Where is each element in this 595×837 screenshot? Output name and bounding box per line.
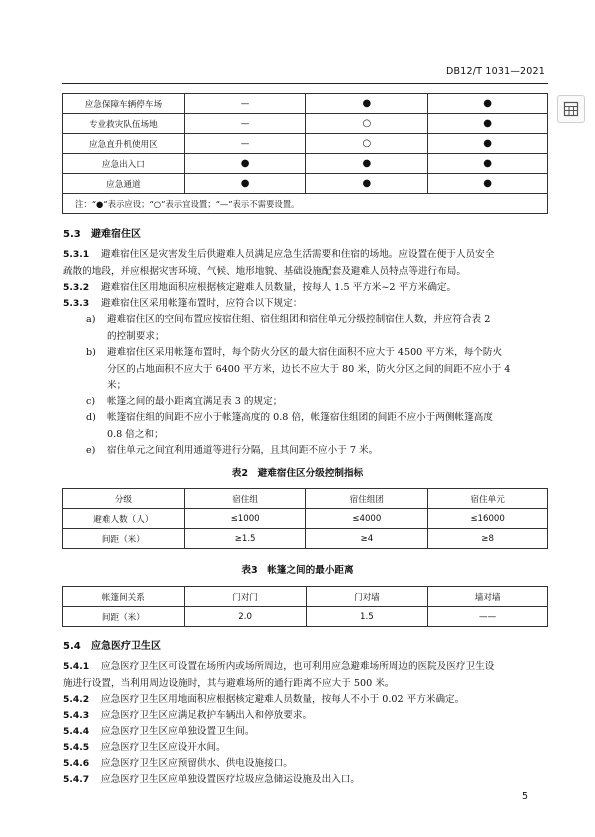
- section-heading-5-3: [63, 225, 141, 240]
- header-rule: [62, 83, 548, 84]
- column-header: 门对门: [184, 587, 306, 607]
- table-2-title: 表2 避难宿住区分级控制指标: [231, 468, 364, 479]
- cell-symbol: —: [184, 114, 306, 134]
- table-row: [63, 94, 548, 114]
- list-item: [86, 345, 548, 395]
- table-cell: ——: [428, 607, 548, 627]
- table-row: [63, 509, 548, 529]
- facility-name: 专业救灾队伍场地: [63, 114, 185, 134]
- table-note: 注：“●”表示应设；“○”表示宜设置；“—”表示不需要设置。: [63, 194, 548, 214]
- clause-5-4-7: [63, 772, 548, 789]
- cell-symbol: ●: [306, 94, 428, 114]
- table-row: [63, 529, 548, 549]
- column-header: 宿住组团: [306, 489, 428, 509]
- cell-symbol: ○: [306, 114, 428, 134]
- clause-5-4-1: [63, 659, 548, 692]
- row-label: 避难人数（人）: [63, 509, 185, 529]
- clause-text: 避难宿住区采用帐篷布置时，应符合以下规定：: [101, 298, 303, 309]
- clause-5-3-3: [63, 296, 548, 313]
- table-3: [62, 586, 548, 627]
- table-cell: ≤1000: [184, 509, 306, 529]
- clause-number: 5.4.5: [63, 742, 90, 753]
- list-item: [86, 443, 548, 460]
- clause-text: 避难宿住区是灾害发生后供避难人员满足应急生活需要和住宿的场地。应设置在便于人员安全: [101, 249, 495, 260]
- facility-name: 应急通道: [63, 174, 185, 194]
- table-cell: 2.0: [184, 607, 306, 627]
- facility-name: 应急保障车辆停车场: [63, 94, 185, 114]
- clause-text: 应急医疗卫生区应满足救护车辆出入和停放要求。: [101, 710, 313, 721]
- facility-name: 应急出入口: [63, 154, 185, 174]
- list-label: e): [86, 445, 96, 456]
- clause-5-4-6: [63, 756, 548, 773]
- clause-number: 5.3.3: [63, 298, 90, 309]
- table-cell: ≤4000: [306, 509, 428, 529]
- clause-number: 5.3.2: [63, 282, 90, 293]
- list-item: [86, 394, 548, 411]
- list-label: b): [86, 347, 96, 358]
- table-row: [63, 174, 548, 194]
- table-cell: 1.5: [306, 607, 428, 627]
- list-text: 分区的占地面积不应大于 6400 平方米，边长不应大于 80 米，防火分区之间的间距不应小于 4: [107, 363, 511, 375]
- table-row: [63, 134, 548, 154]
- cell-symbol: ●: [428, 94, 548, 114]
- section-title: 避难宿住区: [91, 229, 141, 240]
- list-text: 0.8 倍之和；: [107, 428, 164, 440]
- list-text: 避难宿住区采用帐篷布置时，每个防火分区的最大宿住面积不应大于 4500 平方米，每个防火: [107, 347, 503, 358]
- clause-5-4-4: [63, 724, 548, 741]
- table-note-row: [63, 194, 548, 214]
- clause-text: 应急医疗卫生区用地面积应根据核定避难人员数量，按每人不小于 0.02 平方米确定。: [101, 694, 465, 705]
- cell-symbol: —: [184, 134, 306, 154]
- clause-text: 应急医疗卫生区应单独设置医疗垃圾应急储运设施及出入口。: [101, 774, 361, 785]
- cell-symbol: ●: [428, 174, 548, 194]
- table-cell: ≥8: [428, 529, 548, 549]
- clause-text: 应急医疗卫生区应单独设置卫生间。: [101, 726, 255, 737]
- list-text: 帐篷宿住组的间距不应小于帐篷高度的 0.8 倍，帐篷宿住组团的间距不应小于两侧帐篷高度: [107, 412, 493, 423]
- cell-symbol: ●: [306, 174, 428, 194]
- clause-number: 5.4.7: [63, 774, 90, 785]
- list-label: d): [86, 412, 96, 423]
- column-header: 分级: [63, 489, 185, 509]
- clause-number: 5.4.6: [63, 758, 90, 769]
- table-header-row: [63, 489, 548, 509]
- clause-5-4-3: [63, 708, 548, 725]
- cell-symbol: ○: [306, 134, 428, 154]
- column-header: 宿住组: [184, 489, 306, 509]
- cell-symbol: ●: [306, 154, 428, 174]
- cell-symbol: ●: [428, 154, 548, 174]
- clause-number: 5.4.3: [63, 710, 90, 721]
- clause-text: 疏散的地段，并应根据灾害环境、气候、地形地貌、基础设施配套及避难人员特点等进行布局。: [63, 265, 466, 277]
- list-text: 避难宿住区的空间布置应按宿住组、宿住组团和宿住单元分级控制宿住人数，并应符合表 2: [107, 314, 491, 325]
- clause-text: 避难宿住区用地面积应根据核定避难人员数量，按每人 1.5 平方米~2 平方米确定。: [101, 282, 457, 293]
- clause-number: 5.4.2: [63, 694, 90, 705]
- clause-5-3-1: [63, 247, 548, 280]
- section-heading-5-4: [63, 637, 161, 652]
- cell-symbol: ●: [428, 134, 548, 154]
- list-text: 的控制要求；: [107, 330, 165, 342]
- clause-5-4-2: [63, 692, 548, 709]
- clause-number: 5.3.1: [63, 249, 90, 260]
- section-number: 5.4: [63, 641, 81, 652]
- cell-symbol: ●: [428, 114, 548, 134]
- clause-5-3-2: [63, 280, 548, 297]
- table-row: [63, 607, 548, 627]
- table-cell: ≥1.5: [184, 529, 306, 549]
- column-header: 门对墙: [306, 587, 428, 607]
- facility-table: [62, 93, 548, 214]
- facility-name: 应急直升机使用区: [63, 134, 185, 154]
- table-row: [63, 154, 548, 174]
- table-view-icon[interactable]: [557, 95, 585, 123]
- table-cell: ≤16000: [428, 509, 548, 529]
- page-number: 5: [522, 791, 529, 802]
- clause-5-4-5: [63, 740, 548, 757]
- column-header: 宿住单元: [428, 489, 548, 509]
- table-cell: ≥4: [306, 529, 428, 549]
- list-label: a): [86, 314, 96, 325]
- cell-symbol: ●: [184, 154, 306, 174]
- list-item: [86, 312, 548, 345]
- list-text: 帐篷之间的最小距离宜满足表 3 的规定；: [107, 396, 283, 407]
- column-header: 墙对墙: [428, 587, 548, 607]
- table-row: [63, 114, 548, 134]
- row-label: 间距（米）: [63, 607, 185, 627]
- clause-number: 5.4.1: [63, 661, 90, 672]
- column-header: 帐篷间关系: [63, 587, 185, 607]
- list-label: c): [86, 396, 96, 407]
- list-item: [86, 410, 548, 443]
- list-text: 宿住单元之间宜利用通道等进行分隔，且其间距不应小于 7 米。: [107, 445, 379, 456]
- table-2: [62, 488, 548, 549]
- section-number: 5.3: [63, 229, 81, 240]
- table-header-row: [63, 587, 548, 607]
- clause-text: 应急医疗卫生区可设置在场所内或场所周边，也可利用应急避难场所周边的医院及医疗卫生设: [101, 661, 495, 672]
- clause-text: 应急医疗卫生区应设开水间。: [101, 742, 226, 753]
- cell-symbol: —: [184, 94, 306, 114]
- clause-text: 应急医疗卫生区应预留供水、供电设施接口。: [101, 758, 293, 769]
- row-label: 间距（米）: [63, 529, 185, 549]
- table-3-title: 表3 帐篷之间的最小距离: [241, 565, 354, 576]
- section-title: 应急医疗卫生区: [91, 641, 161, 652]
- clause-text: 施进行设置，当利用周边设施时，其与避难场所的通行距离不应大于 500 米。: [63, 677, 395, 689]
- cell-symbol: ●: [184, 174, 306, 194]
- clause-number: 5.4.4: [63, 726, 90, 737]
- list-text: 米；: [107, 380, 127, 391]
- header-code: DB12/T 1031—2021: [446, 66, 545, 77]
